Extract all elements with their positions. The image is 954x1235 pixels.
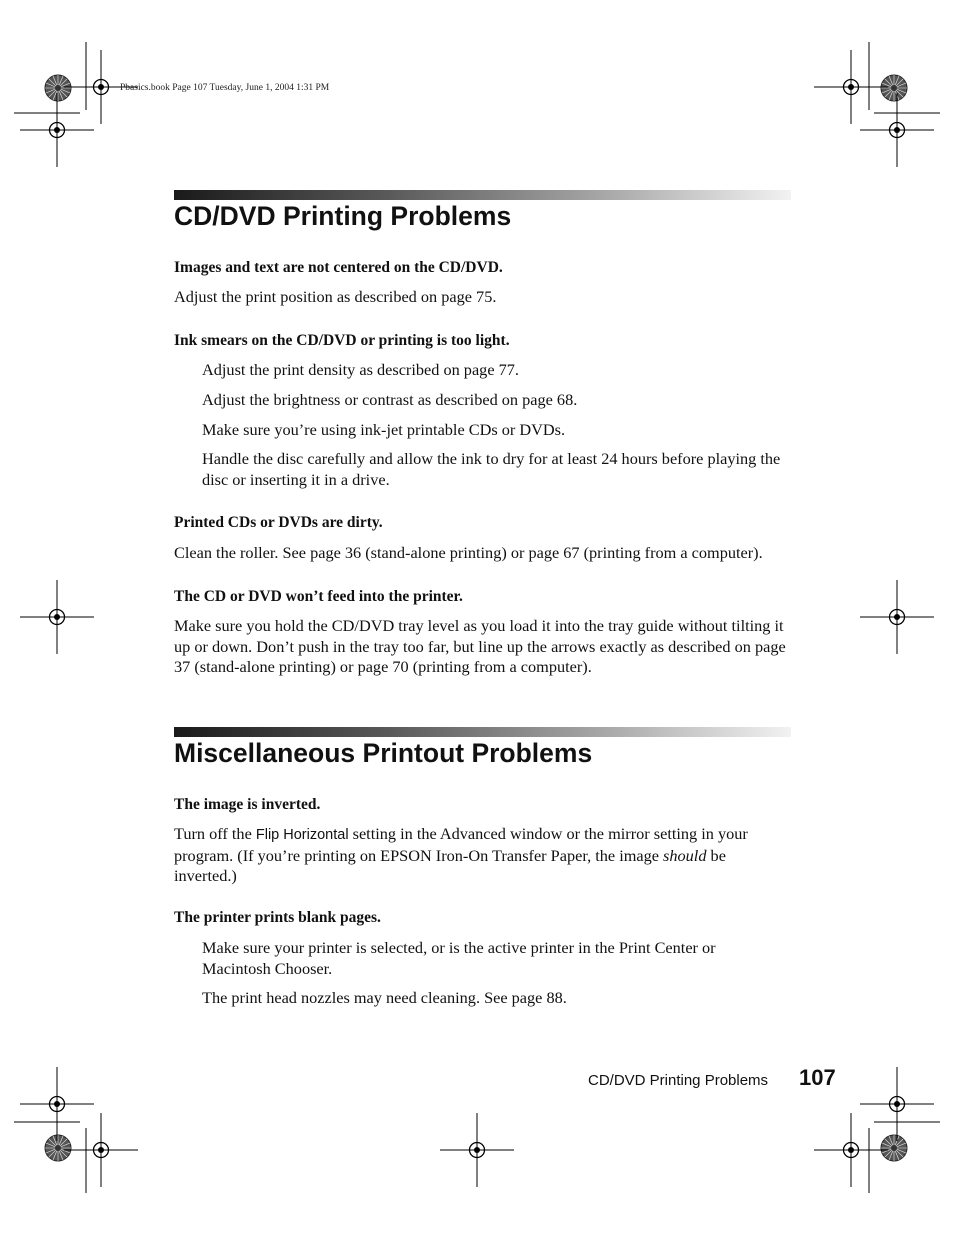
footer-section-label: CD/DVD Printing Problems xyxy=(588,1072,769,1089)
solution-text: Make sure you hold the CD/DVD tray level as you load it into the tray guide without tilting it up or down. Don’t push in the tray too far, but line up the arrows exactly as described on page 37 (stand-alone printing) or page 70 (printing from a computer). xyxy=(174,616,786,677)
registration-mark xyxy=(814,1113,888,1187)
registration-mark xyxy=(860,1067,934,1141)
solution-text: The print head nozzles may need cleaning. See page 88. xyxy=(202,988,567,1007)
registration-mark xyxy=(20,580,94,654)
registration-mark xyxy=(20,93,94,167)
problem-heading: Images and text are not centered on the CD/DVD. xyxy=(174,259,503,276)
solution-text: Adjust the print density as described on page 77. xyxy=(202,360,519,379)
solution-text xyxy=(174,824,791,887)
section-divider-bar xyxy=(174,190,791,200)
solution-text: Make sure your printer is selected, or is the active printer in the Print Center or Macintosh Chooser. xyxy=(202,938,716,978)
section-title: Miscellaneous Printout Problems xyxy=(174,738,593,768)
problem-heading: The image is inverted. xyxy=(174,796,321,813)
problem-heading: The CD or DVD won’t feed into the printer. xyxy=(174,588,463,605)
emphasis-text: should xyxy=(663,845,707,865)
starburst-mark-top-right xyxy=(881,75,907,101)
problem-heading: Ink smears on the CD/DVD or printing is too light. xyxy=(174,332,510,349)
text-part: Turn off the xyxy=(174,824,256,843)
text-part: setting in the Advanced window or the mirror setting in your program. (If you’re printing on EPSON Iron-On Transfer Paper, the image xyxy=(174,824,748,865)
book-file-info: Pbasics.book Page 107 Tuesday, June 1, 2004 1:31 PM xyxy=(120,83,330,93)
solution-text: Adjust the print position as described on page 75. xyxy=(174,287,497,306)
starburst-mark-top-left xyxy=(45,75,71,101)
solution-text: Adjust the brightness or contrast as described on page 68. xyxy=(202,390,578,409)
problem-heading: Printed CDs or DVDs are dirty. xyxy=(174,514,383,531)
section-title: CD/DVD Printing Problems xyxy=(174,201,512,231)
setting-name: Flip Horizontal xyxy=(255,827,349,843)
text-part: be inverted.) xyxy=(174,845,726,886)
page-number: 107 xyxy=(799,1065,836,1090)
registration-mark xyxy=(860,93,934,167)
starburst-mark-bottom-right xyxy=(881,1135,907,1161)
solution-text: Make sure you’re using ink-jet printable CDs or DVDs. xyxy=(202,420,566,439)
registration-mark xyxy=(440,1113,514,1187)
starburst-mark-bottom-left xyxy=(45,1135,71,1161)
solution-text: Clean the roller. See page 36 (stand-alone printing) or page 67 (printing from a computer). xyxy=(174,543,763,562)
registration-mark xyxy=(20,1067,94,1141)
solution-text: Handle the disc carefully and allow the ink to dry for at least 24 hours before playing the disc or inserting it in a drive. xyxy=(202,449,781,489)
registration-mark xyxy=(64,1113,138,1187)
problem-heading: The printer prints blank pages. xyxy=(174,909,381,926)
registration-mark xyxy=(860,580,934,654)
section-divider-bar xyxy=(174,727,791,737)
